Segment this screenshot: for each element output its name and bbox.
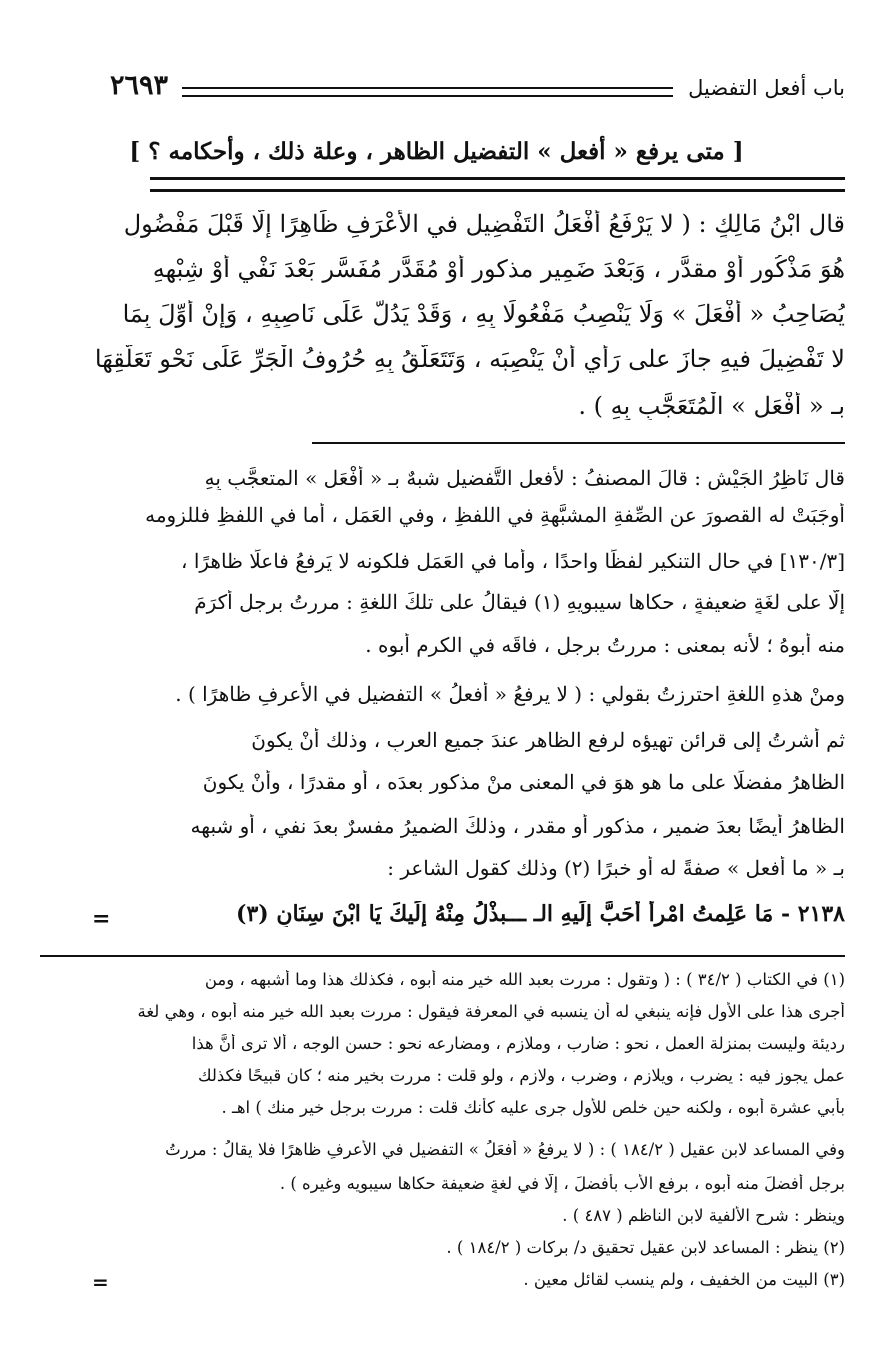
running-header (110, 70, 845, 110)
footnote-line: بأبي عشرة أبوه ، ولكنه حين خلص للأول جرى عليه كأنك قلت : مررت برجل خير منك ) اهـ . (221, 1098, 845, 1117)
matn-line: بـ « أَفْعَل » الْمُتَعَجَّبِ بِهِ ) . (578, 392, 845, 420)
title-double-rule (150, 177, 845, 192)
sharh-line: منه أبوهُ ؛ لأنه بمعنى : مررتُ برجلٍ ، فاقَه في الكرمِ أبوه . (365, 633, 845, 657)
sharh-line: قال نَاظِرُ الجَيْشِ : قالَ المصنفُ : لأفعلِ التَّفضيلِ شبهٌ بـ « أَفْعَل » المتعجَّبِ بِهِ (204, 466, 845, 490)
footnote-line: وفي المساعد لابن عقيل ( ١٨٤/٢ ) : ( لا يرفعُ « أَفعَلُ » التفضيلِ في الأعرفِ ظاهرًا فلا يقالُ : مررتُ (165, 1140, 845, 1159)
sharh-line: إلَّا على لغَةٍ ضعيفةٍ ، حكاها سيبويهِ (١) فيقالُ على تلكَ اللغةِ : مررتُ برجلٍ أكرَمَ (194, 590, 845, 614)
sharh-line: الظاهرُ مفضلًا على ما هو هوَ في المعنى منْ مذكورٍ بعدَه ، أو مقدرًا ، وأنْ يكونَ (202, 770, 845, 794)
verse-continuation-mark: = (92, 906, 111, 932)
sharh-line: الظاهرُ أيضًا بعدَ ضميرٍ ، مذكورٍ أو مقدرٍ ، وذلكَ الضميرُ مفسرٌ بعدَ نفيٍ ، أو شبهِه (190, 814, 845, 838)
footnote-line: عمل يجوز فيه : يضرب ، ويلازم ، وضرب ، ولازم ، ولو قلت : مررت بخير منه ؛ كان قبيحًا فكذلك (197, 1066, 845, 1085)
footnote-line: برجل أفضلَ منه أبوه ، برفع الأب بأفضلَ ، إلَّا في لغةٍ ضعيفة حكاها سيبويه وغيره ) . (279, 1174, 845, 1193)
verse-number: ٢١٣٨ - (780, 901, 845, 927)
matn-line: يُصَاحِبُ « أَفْعَلَ » وَلَا يَنْصِبُ مَفْعُولًا بِهِ ، وَقَدْ يَدُلُّ عَلَى نَاصِبِهِ ، وَإِنْ أُوِّلَ بِمَا (122, 300, 845, 328)
sharh-line: أوجَبَتْ له القصورَ عن الصِّفةِ المشبَّهةِ في اللفظِ ، وفي العَمَلِ ، أما في اللفظِ فللزومه (145, 503, 845, 527)
verse-text: مَا عَلِمتُ امْرأً أَحَبَّ إِلَيهِ الـ ـــبذْلُ مِنْهُ إِلَيكَ يَا ابْنَ سِنَانِ (٣) (236, 901, 774, 927)
footnote-line: رديئة وليست بمنزلة العمل ، نحو : ضارب ، وملازم ، ومضارعه نحو : حسن الوجه ، ألا ترى أنَّ هذا (191, 1034, 845, 1053)
footnote-line: (٢) ينظر : المساعد لابن عقيل تحقيق د/ بركات ( ١٨٤/٢ ) . (446, 1238, 845, 1257)
sharh-line: [١٣٠/٣] في حالِ التنكيرِ لفظًا واحدًا ، وأما في العَمَلِ فلكونه لا يَرفعُ فاعلًا ظاهرًا ، (181, 549, 845, 573)
sharh-line: ثم أشرتُ إلى قرائنِ تهيؤه لرفعِ الظاهرِ عندَ جميعِ العربِ ، وذلك أنْ يكونَ (251, 728, 845, 752)
footnote-line: (١) في الكتاب ( ٣٤/٢ ) : ( وتقول : مررت بعبد الله خير منه أبوه ، فكذلك هذا وما أشبهه ، ومن (204, 970, 845, 989)
section-divider (312, 442, 845, 444)
page-number: ٢٦٩٣ (110, 70, 169, 101)
footnote-line: أجرى هذا على الأول فإنه ينبغي له أن ينسبه في المعرفة فيقول : مررت بعبد الله خير منه أبوه ، وهي لغة (137, 1002, 845, 1021)
matn-line: هُوَ مَذْكُورٍ أَوْ مقدَّرٍ ، وَبَعْدَ ضَمِيرٍ مذكورٍ أَوْ مُقَدَّرٍ مُفَسَّرٍ بَعْدَ نَفْيٍ أَوْ شِبْهِهِ (152, 255, 845, 283)
verse-line (120, 901, 845, 927)
footnote-line: (٣) البيت من الخفيف ، ولم ينسب لقائل معين . (523, 1270, 845, 1289)
sharh-line: ومنْ هذهِ اللغةِ احترزتُ بقولي : ( لا يرفعُ « أفعلُ » التفضيلِ في الأعرفِ ظاهرًا ) . (175, 682, 845, 706)
footnote-line: وينظر : شرح الألفية لابن الناظم ( ٤٨٧ ) . (562, 1206, 845, 1225)
footnote-continuation-mark: = (92, 1270, 109, 1294)
matn-line: لا تَفْضِيلَ فيهِ جازَ على رَأْيٍ أَنْ يَنْصِبَه ، وَتَتَعَلَّقُ بِهِ حُرُوفُ الْجَرِّ عَلَى نَحْوِ تَعَلُّقِهَا (94, 345, 845, 373)
footnote-rule (40, 955, 845, 957)
header-rule (182, 87, 673, 97)
sharh-line: بـ « ما أفعل » صفةً له أو خبرًا (٢) وذلك كقولِ الشاعرِ : (387, 856, 845, 880)
matn-line: قال ابْنُ مَالِكٍ : ( لا يَرْفَعُ أَفْعَلُ التَفْضِيلِ في الأَعْرَفِ ظَاهِرًا إلَّا قَبْلَ مَفْضُولٍ (123, 210, 845, 238)
section-title: [ متى يرفع « أفعل » التفضيل الظاهر ، وعلة ذلك ، وأحكامه ؟ ] (129, 138, 744, 165)
chapter-title: باب أفعل التفضيل (688, 76, 845, 100)
